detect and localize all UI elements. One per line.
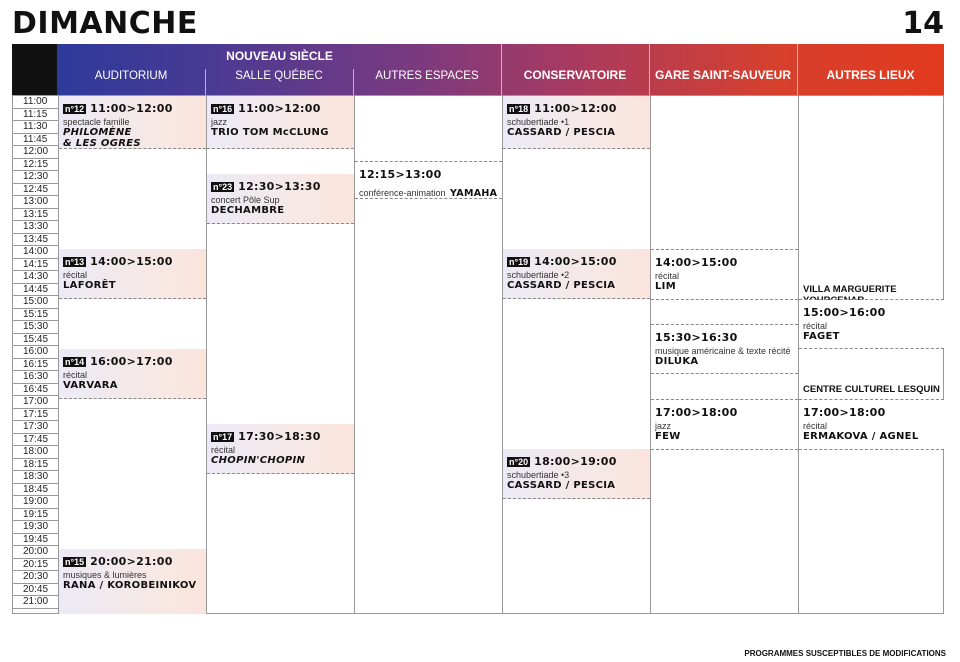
time-label: 16:15 (13, 359, 58, 372)
day-title: DIMANCHE (12, 6, 198, 41)
event-title: ERMAKOVA / AGNEL (803, 431, 919, 442)
event-number: n°18 (509, 104, 529, 114)
time-label: 20:00 (13, 546, 58, 559)
time-label: 16:30 (13, 371, 58, 384)
col-salle-quebec: SALLE QUÉBEC (235, 70, 323, 82)
event-title: DILUKA (655, 356, 699, 367)
event-title: CASSARD / PESCIA (507, 280, 616, 291)
event-title: CASSARD / PESCIA (507, 480, 616, 491)
event-n17[interactable] (207, 424, 354, 474)
event-number: n°23 (213, 182, 233, 192)
time-label: 13:00 (13, 196, 58, 209)
event-number: n°13 (65, 257, 85, 267)
time-label: 12:45 (13, 184, 58, 197)
schedule-grid (12, 95, 944, 614)
venue-header (12, 44, 944, 95)
event-category: musiques & lumières (63, 570, 147, 580)
time-label: 17:30 (13, 421, 58, 434)
column-autres-lieux (798, 96, 944, 614)
event-faget[interactable] (799, 300, 944, 349)
event-title: CASSARD / PESCIA (507, 127, 616, 138)
event-category: schubertiade •1 (507, 117, 570, 127)
time-label: 19:45 (13, 534, 58, 547)
event-title: LAFORÊT (63, 280, 116, 291)
event-time: 15:30>16:30 (655, 331, 738, 344)
col-gare-saint-sauveur: GARE SAINT-SAUVEUR (654, 68, 791, 82)
time-label: 15:00 (13, 296, 58, 309)
time-label: 15:45 (13, 334, 58, 347)
event-time: 14:00>15:00 (90, 255, 173, 268)
time-label: 11:15 (13, 109, 58, 122)
event-title: FEW (655, 431, 681, 442)
event-number: n°12 (65, 104, 85, 114)
event-category: récital (63, 370, 88, 380)
event-time: 14:00>15:00 (534, 255, 617, 268)
col-autres-lieux: AUTRES LIEUX (826, 68, 915, 82)
time-label: 18:45 (13, 484, 58, 497)
event-n15[interactable] (59, 549, 206, 614)
header-corner (12, 44, 57, 95)
time-label: 14:45 (13, 284, 58, 297)
time-label: 12:15 (13, 159, 58, 172)
time-label: 20:15 (13, 559, 58, 572)
time-label: 16:45 (13, 384, 58, 397)
event-number: n°16 (213, 104, 233, 114)
time-label: 19:15 (13, 509, 58, 522)
event-category: jazz (655, 421, 672, 431)
event-n16[interactable] (207, 96, 354, 149)
event-time: 11:00>12:00 (90, 102, 173, 115)
event-category: conférence-animation (359, 188, 446, 198)
time-label: 17:45 (13, 434, 58, 447)
event-category: récital (63, 270, 88, 280)
time-label: 11:45 (13, 134, 58, 147)
event-n13[interactable] (59, 249, 206, 299)
time-label: 14:15 (13, 259, 58, 272)
event-n23[interactable] (207, 174, 354, 224)
event-time: 18:00>19:00 (534, 455, 617, 468)
time-label: 17:15 (13, 409, 58, 422)
event-diluka[interactable] (651, 325, 798, 374)
event-number: n°19 (509, 257, 529, 267)
event-number: n°15 (65, 557, 85, 567)
time-label: 16:00 (13, 346, 58, 359)
event-time: 15:00>16:00 (803, 306, 886, 319)
event-number: n°20 (509, 457, 529, 467)
time-label: 13:45 (13, 234, 58, 247)
event-time: 12:15>13:00 (359, 168, 442, 181)
event-ermakova[interactable] (799, 400, 944, 450)
time-label: 21:00 (13, 596, 58, 609)
event-n14[interactable] (59, 349, 206, 399)
event-title: RANA / KOROBEINIKOV (63, 580, 197, 591)
time-label: 18:30 (13, 471, 58, 484)
col-autres-espaces: AUTRES ESPACES (375, 70, 479, 82)
disclaimer: PROGRAMMES SUSCEPTIBLES DE MODIFICATIONS (744, 649, 946, 658)
time-label: 15:30 (13, 321, 58, 334)
event-title: LIM (655, 281, 676, 292)
event-time: 11:00>12:00 (534, 102, 617, 115)
page-number: 14 (902, 6, 944, 41)
event-title: PHILOMÈNE (63, 127, 132, 138)
time-label: 11:30 (13, 121, 58, 134)
time-label: 19:00 (13, 496, 58, 509)
time-label: 20:45 (13, 584, 58, 597)
event-category: récital (803, 321, 828, 331)
event-title: TRIO TOM McCLUNG (211, 127, 329, 138)
event-n18[interactable] (503, 96, 650, 149)
event-time: 20:00>21:00 (90, 555, 173, 568)
event-time: 17:00>18:00 (803, 406, 886, 419)
time-label: 20:30 (13, 571, 58, 584)
event-n12[interactable] (59, 96, 206, 149)
event-category: schubertiade •3 (507, 470, 570, 480)
event-category: musique américaine & texte récité (655, 346, 791, 356)
event-title: DECHAMBRE (211, 205, 285, 216)
time-label: 17:00 (13, 396, 58, 409)
event-category: récital (655, 271, 680, 281)
time-label: 12:00 (13, 146, 58, 159)
time-label: 15:15 (13, 309, 58, 322)
event-title: FAGET (803, 331, 840, 342)
event-time: 17:30>18:30 (238, 430, 321, 443)
event-title: CHOPIN'CHOPIN (211, 455, 306, 466)
event-category: schubertiade •2 (507, 270, 570, 280)
time-label: 13:15 (13, 209, 58, 222)
event-n20[interactable] (503, 449, 650, 499)
col-auditorium: AUDITORIUM (94, 70, 168, 82)
event-number: n°17 (213, 432, 233, 442)
time-label: 11:00 (13, 96, 58, 109)
event-title-line2: & LES OGRES (63, 138, 141, 149)
event-time: 17:00>18:00 (655, 406, 738, 419)
event-time: 16:00>17:00 (90, 355, 173, 368)
event-category: récital (211, 445, 236, 455)
event-category: concert Pôle Sup (211, 195, 280, 205)
event-time: 11:00>12:00 (238, 102, 321, 115)
time-label: 14:30 (13, 271, 58, 284)
event-yamaha[interactable] (355, 162, 502, 199)
event-n19[interactable] (503, 249, 650, 299)
event-title: VARVARA (63, 380, 118, 391)
event-title: YAMAHA (450, 188, 498, 199)
event-category: récital (803, 421, 828, 431)
event-number: n°14 (65, 357, 85, 367)
col-conservatoire: CONSERVATOIRE (523, 68, 627, 82)
event-lim[interactable] (651, 250, 798, 300)
event-time: 12:30>13:30 (238, 180, 321, 193)
time-label: 19:30 (13, 521, 58, 534)
time-label: 18:00 (13, 446, 58, 459)
event-time: 14:00>15:00 (655, 256, 738, 269)
time-label: 14:00 (13, 246, 58, 259)
event-category: jazz (211, 117, 228, 127)
group-label: NOUVEAU SIÈCLE (226, 49, 333, 63)
venue-villa: VILLA MARGUERITE (803, 284, 897, 295)
column-conservatoire (502, 96, 650, 614)
time-label: 13:30 (13, 221, 58, 234)
event-category: spectacle famille (63, 117, 130, 127)
time-label: 18:15 (13, 459, 58, 472)
event-few[interactable] (651, 400, 798, 450)
time-label: 12:30 (13, 171, 58, 184)
venue-lesquin: CENTRE CULTUREL LESQUIN (803, 384, 940, 395)
